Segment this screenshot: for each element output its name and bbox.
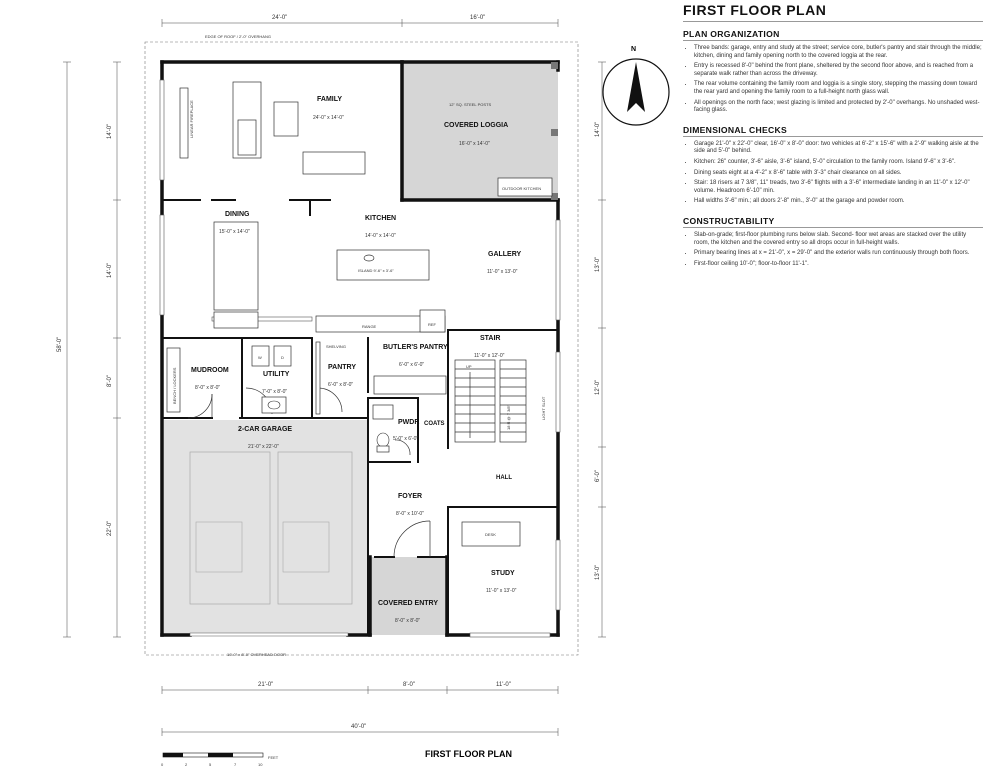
outdoor-kitchen-label: OUTDOOR KITCHEN <box>502 186 542 191</box>
sheet-title: FIRST FLOOR PLAN <box>683 2 983 22</box>
list-item: • The rear volume containing the family room and loggia is a single story, stepping the massing down toward the rear yard and opening the family room to a full-height north glass wall. <box>694 81 983 96</box>
north-arrow <box>603 46 669 125</box>
dining-table <box>214 222 258 328</box>
stair-up-label: UP <box>466 364 472 369</box>
kitchen-dim: 14'-0" x 14'-0" <box>365 233 396 239</box>
kitchen-name: KITCHEN <box>365 215 397 222</box>
bottom-dimensions <box>162 682 558 736</box>
family-name: FAMILY <box>317 96 343 103</box>
washer-label: W <box>258 355 262 360</box>
island-label: ISLAND 9'-6" x 3'-6" <box>358 268 394 273</box>
list-item: • Garage 21'-0" x 22'-0" clear, 16'-0" x 8'-0" door: two vehicles at 6'-2" x 15'-6" with a 2'-9" walking aisle at the side and 5'-0" behind. <box>694 141 983 156</box>
left-dim-2: 14'-0" <box>107 262 113 278</box>
right-dim-4: 6'-0" <box>595 470 601 482</box>
stair-dim: 11'-0" x 12'-0" <box>474 353 505 359</box>
top-dimensions <box>162 15 558 27</box>
scale-tick-7: 7 <box>234 762 237 767</box>
dimensional-checks-heading: DIMENSIONAL CHECKS <box>683 118 983 137</box>
list-item: • Kitchen: 26" counter, 3'-6" aisle, 3'-6" island, 5'-0" circulation to the family room. Island 9'-6" x 3'-6". <box>694 159 983 167</box>
range-label: RANGE <box>362 324 377 329</box>
right-dimensions <box>595 62 606 637</box>
north-arrow-icon <box>627 62 645 112</box>
list-item: • Entry is recessed 8'-0" behind the front plane, sheltered by the second floor above, and is reached from a separate walk rather than across the driveway. <box>694 63 983 78</box>
plan-organization-heading: PLAN ORGANIZATION <box>683 22 983 41</box>
kitchen-island <box>337 250 429 280</box>
right-dim-2: 13'-0" <box>595 256 601 272</box>
bench-label: BENCH / LOCKERS <box>172 367 177 404</box>
butlers-pantry-dim: 6'-0" x 6'-0" <box>399 362 425 368</box>
left-dimensions <box>57 62 121 637</box>
list-item: • Hall widths 3'-6" min.; all doors 2'-8" min., 3'-0" at the garage and powder room. <box>694 198 983 206</box>
mudroom-name: MUDROOM <box>191 367 229 374</box>
shelving-label: SHELVING <box>326 344 346 349</box>
overhead-door <box>190 633 348 636</box>
study-dim: 11'-0" x 13'-0" <box>486 588 517 594</box>
right-dim-3: 12'-0" <box>595 379 601 395</box>
scale-bar <box>161 753 279 767</box>
loggia-name: COVERED LOGGIA <box>444 122 509 129</box>
garage-dim: 21'-0" x 22'-0" <box>248 444 279 450</box>
ref-label: REF <box>428 322 436 327</box>
pwdr-dim: 5'-0" x 6'-0" <box>393 436 419 442</box>
pantry-name: PANTRY <box>328 364 356 371</box>
pwdr-vanity <box>373 405 393 419</box>
butlers-pantry-name: BUTLER'S PANTRY <box>383 344 448 351</box>
left-dim-3: 8'-0" <box>107 375 113 387</box>
garage-name: 2-CAR GARAGE <box>238 426 293 433</box>
garage-door-note: 16'-0" x 8'-0" OVERHEAD DOOR <box>227 652 287 657</box>
fireplace-label: LINEAR FIREPLACE <box>189 100 194 138</box>
foyer-name: FOYER <box>398 493 423 500</box>
butlers-pantry-counter <box>374 376 446 394</box>
dining-name: DINING <box>225 211 250 218</box>
gallery-dim: 11'-0" x 13'-0" <box>487 269 518 275</box>
scale-tick-10: 10 <box>258 762 263 767</box>
roof-note: EDGE OF ROOF / 2'-0" OVERHANG <box>205 34 271 39</box>
mudroom-dim: 8'-0" x 8'-0" <box>195 385 221 391</box>
loggia-dim: 16'-0" x 14'-0" <box>459 141 490 147</box>
pantry-shelving <box>316 342 320 414</box>
list-item: • First-floor ceiling 10'-0"; floor-to-floor 11'-1". <box>694 261 983 269</box>
dimensional-checks-list <box>683 141 983 206</box>
constructability-list <box>683 232 983 268</box>
drawing-title: FIRST FLOOR PLAN <box>425 749 512 759</box>
scale-tick-5: 5 <box>209 762 212 767</box>
list-item: • All openings on the north face; west glazing is limited and protected by 2'-0" overhangs. No unshaded west-facing glass. <box>694 100 983 115</box>
plan-organization-list <box>683 45 983 115</box>
bottom-dim-3: 11'-0" <box>496 682 511 688</box>
right-dim-5: 13'-0" <box>595 564 601 580</box>
top-dim-2: 16'-0" <box>470 15 486 21</box>
left-dim-1: 14'-0" <box>107 123 113 139</box>
constructability-heading: CONSTRUCTABILITY <box>683 209 983 228</box>
left-dim-total: 58'-0" <box>57 336 63 352</box>
left-dim-4: 22'-0" <box>107 520 113 536</box>
steel-posts-label: 12" SQ. STEEL POSTS <box>449 102 492 107</box>
stair-treads-label: 18 R @ 7 3/8" <box>506 404 511 430</box>
study-name: STUDY <box>491 570 515 577</box>
light-slot-label: LIGHT SLOT <box>541 396 546 420</box>
utility-dim: 7'-0" x 8'-0" <box>262 389 288 395</box>
top-dim-1: 24'-0" <box>272 15 288 21</box>
north-label: N <box>631 46 637 53</box>
coats-name: COATS <box>424 421 445 427</box>
list-item: • Primary bearing lines at x = 21'-0", x = 29'-0" and the exterior walls run continuously through both floors. <box>694 250 983 258</box>
bottom-dim-1: 21'-0" <box>258 682 274 688</box>
dining-dim: 15'-0" x 14'-0" <box>219 229 250 235</box>
dryer-label: D <box>281 355 284 360</box>
utility-sink <box>262 397 286 413</box>
family-dim: 24'-0" x 14'-0" <box>313 115 344 121</box>
stair-name: STAIR <box>480 335 501 342</box>
scale-tick-0: 0 <box>161 762 164 767</box>
pantry-dim: 6'-0" x 8'-0" <box>328 382 354 388</box>
list-item: • Stair: 18 risers at 7 3/8", 11" treads, two 3'-6" flights with a 3'-6" intermediate landing in an 11'-0" x 12'-0" volume. Headroom 6'-10" min. <box>694 180 983 195</box>
stair-treads <box>455 360 526 442</box>
pwdr-name: PWDR <box>398 419 420 426</box>
covered-entry-name: COVERED ENTRY <box>378 600 439 607</box>
bottom-dim-2: 8'-0" <box>403 682 415 688</box>
pwdr-toilet <box>377 433 389 447</box>
desk-label: DESK <box>485 532 496 537</box>
list-item: • Three bands: garage, entry and study at the street; service core, butler's pantry and stair through the middle; kitchen, dining and family opening north to the covered loggia at the rear. <box>694 45 983 60</box>
foyer-dim: 8'-0" x 10'-0" <box>396 511 424 517</box>
list-item: • Dining seats eight at a 4'-2" x 8'-6" table with 3'-3" chair clearance on all sides. <box>694 170 983 178</box>
gallery-name: GALLERY <box>488 251 522 258</box>
hall-name: HALL <box>496 475 512 481</box>
utility-name: UTILITY <box>263 371 290 378</box>
kitchen-counter <box>316 310 445 332</box>
notes-panel <box>683 0 983 271</box>
right-dim-1: 14'-0" <box>595 121 601 137</box>
bottom-dim-total: 40'-0" <box>351 724 367 730</box>
covered-entry-dim: 8'-0" x 8'-0" <box>395 618 421 624</box>
list-item: • Slab-on-grade; first-floor plumbing runs below slab. Second- floor wet areas are stacked over the utility room, the kitchen and the covered entry so all drops occur in full-height walls. <box>694 232 983 247</box>
scale-unit: FEET <box>268 755 279 760</box>
scale-tick-2: 2 <box>185 762 188 767</box>
